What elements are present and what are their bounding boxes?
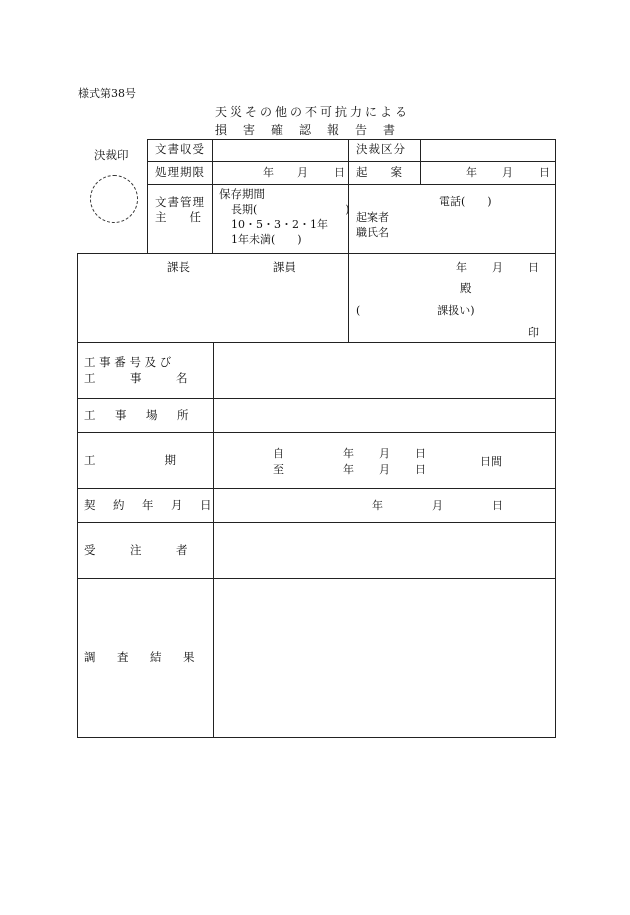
period-to-year: 年 [343, 463, 354, 476]
period-from-month: 月 [379, 447, 390, 460]
contractor-field[interactable] [214, 523, 554, 577]
doc-mgmt-label: 文書管理 [155, 195, 205, 209]
contractor-label: 受 注 者 [84, 543, 188, 557]
contract-day: 日 [492, 499, 503, 512]
period-from-day: 日 [415, 447, 426, 460]
drafter-title: 職氏名 [356, 226, 389, 239]
report-day: 日 [528, 261, 539, 274]
contract-date-label: 契 約 年 月 日 [84, 498, 215, 512]
period-to-month: 月 [379, 463, 390, 476]
period-to-day: 日 [415, 463, 426, 476]
deadline-month: 月 [297, 166, 308, 179]
construction-site-field[interactable] [214, 399, 554, 431]
deadline-day: 日 [334, 166, 345, 179]
line [147, 161, 556, 162]
seal-mark: 印 [528, 326, 539, 339]
doc-received-label: 文書収受 [155, 142, 205, 156]
approval-seal-label: 決裁印 [94, 148, 129, 162]
drafter-label: 起案者 [356, 211, 389, 224]
addressee-label: 殿 [460, 281, 472, 295]
retention-years: 10・5・3・2・1年 [231, 218, 328, 231]
construction-name-label: 工 事 名 [84, 371, 188, 385]
approval-category-field[interactable] [421, 140, 554, 160]
dept-handler-label: ( 課扱い) [356, 304, 475, 317]
survey-results-field[interactable] [214, 579, 554, 736]
report-year: 年 [456, 261, 467, 274]
doc-received-field[interactable] [213, 140, 347, 160]
section-staff-label: 課員 [273, 260, 296, 274]
line [147, 184, 556, 185]
construction-site-label: 工 事 場 所 [84, 408, 193, 422]
line [77, 432, 556, 433]
line [77, 253, 78, 738]
deadline-label: 処理期限 [155, 165, 205, 179]
section-chief-label: 課長 [167, 260, 190, 274]
deadline-year: 年 [263, 166, 274, 179]
draft-day: 日 [539, 166, 550, 179]
draft-month: 月 [502, 166, 513, 179]
days-label: 日間 [480, 455, 502, 468]
period-from-label: 自 [273, 447, 284, 460]
contract-year: 年 [372, 499, 383, 512]
approval-seal-circle [90, 175, 138, 223]
survey-results-label: 調 査 結 果 [84, 650, 200, 664]
line [77, 253, 556, 254]
retention-short: 1年未満( ) [231, 233, 302, 246]
phone-label: 電話( ) [439, 195, 492, 208]
approval-category-label: 決裁区分 [356, 142, 406, 156]
form-number: 様式第38号 [78, 87, 136, 100]
retention-long: 長期( ) [231, 203, 350, 216]
construction-name-field[interactable] [214, 343, 554, 397]
title-line-2: 損 害 確 認 報 告 書 [215, 123, 398, 137]
draft-year: 年 [466, 166, 477, 179]
line [77, 737, 556, 738]
period-from-year: 年 [343, 447, 354, 460]
line [147, 139, 148, 253]
period-to-label: 至 [273, 463, 284, 476]
construction-number-label: 工 事 番 号 及 び [84, 355, 172, 369]
draft-label: 起 案 [356, 165, 402, 179]
line [555, 139, 556, 737]
title-line-1: 天災その他の不可抗力による [215, 105, 411, 119]
report-month: 月 [492, 261, 503, 274]
construction-period-label: 工 期 [84, 453, 176, 467]
line [77, 488, 556, 489]
retention-label: 保存期間 [219, 187, 265, 201]
contract-month: 月 [432, 499, 443, 512]
doc-mgmt-chief-label: 主 任 [155, 210, 201, 224]
line [348, 139, 349, 184]
